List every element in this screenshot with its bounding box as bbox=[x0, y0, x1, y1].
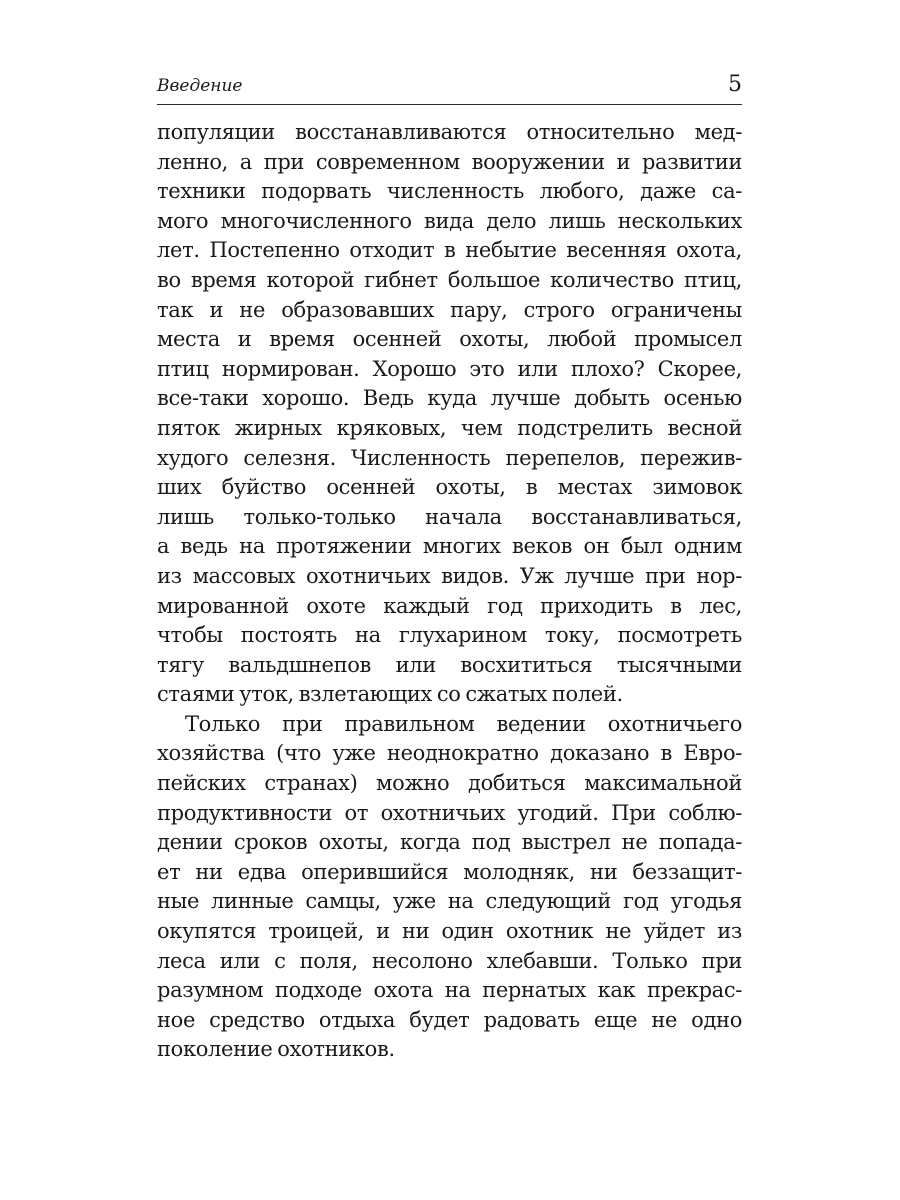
text-line: продуктивности от охотничьих угодий. При соблю- bbox=[157, 800, 742, 825]
text-line: дении сроков охоты, когда под выстрел не попада- bbox=[157, 830, 742, 855]
text-line: пяток жирных кряковых, чем подстрелить весной bbox=[157, 415, 742, 440]
text-line: поколение охотников. bbox=[157, 1037, 395, 1062]
paragraph-2 bbox=[157, 710, 742, 1065]
running-header bbox=[157, 70, 742, 105]
text-line: ные линные самцы, уже на следующий год угодья bbox=[157, 889, 742, 914]
text-line: а ведь на протяжении многих веков он был одним bbox=[157, 534, 742, 559]
text-line: хозяйства (что уже неоднократно доказано в Евро- bbox=[157, 741, 742, 766]
text-line: тягу вальдшнепов или восхититься тысячными bbox=[157, 652, 742, 677]
text-line: стаями уток, взлетающих со сжатых полей. bbox=[157, 682, 623, 707]
text-line: во время которой гибнет большое количество птиц, bbox=[157, 267, 742, 292]
text-line: лет. Постепенно отходит в небытие весенняя охота, bbox=[157, 238, 742, 263]
text-line: Только при правильном ведении охотничьего bbox=[185, 711, 742, 736]
text-line: птиц нормирован. Хорошо это или плохо? Скорее, bbox=[157, 356, 742, 381]
text-line: техники подорвать численность любого, даже са- bbox=[157, 179, 742, 204]
section-title: Введение bbox=[157, 76, 243, 96]
text-line: пейских странах) можно добиться максимальной bbox=[157, 771, 742, 796]
text-line: худого селезня. Численность перепелов, пережив- bbox=[157, 445, 742, 470]
text-line: леса или с поля, несолоно хлебавши. Только при bbox=[157, 948, 742, 973]
text-line: ное средство отдыха будет радовать еще не одно bbox=[157, 1007, 742, 1032]
paragraph-1 bbox=[157, 118, 742, 710]
text-line: разумном подходе охота на пернатых как прекрас- bbox=[157, 978, 742, 1003]
text-line: места и время осенней охоты, любой промысел bbox=[157, 327, 742, 352]
text-line: из массовых охотничьих видов. Уж лучше при нор- bbox=[157, 563, 742, 588]
text-line: ленно, а при современном вооружении и развитии bbox=[157, 149, 742, 174]
text-line: лишь только-только начала восстанавливаться, bbox=[157, 504, 742, 529]
text-line: все-таки хорошо. Ведь куда лучше добыть осенью bbox=[157, 386, 742, 411]
text-line: популяции восстанавливаются относительно мед- bbox=[157, 120, 742, 144]
text-line: так и не образовавших пару, строго ограничены bbox=[157, 297, 742, 322]
text-line: мированной охоте каждый год приходить в лес, bbox=[157, 593, 742, 618]
body-text bbox=[157, 118, 742, 1065]
text-line: ших буйство осенней охоты, в местах зимовок bbox=[157, 475, 742, 500]
page-number: 5 bbox=[728, 72, 742, 97]
text-line: мого многочисленного вида дело лишь нескольких bbox=[157, 208, 742, 233]
text-line: окупятся троицей, и ни один охотник не уйдет из bbox=[157, 919, 742, 944]
text-line: чтобы постоять на глухарином току, посмотреть bbox=[157, 623, 742, 648]
text-line: ет ни едва оперившийся молодняк, ни беззащит- bbox=[157, 859, 742, 884]
